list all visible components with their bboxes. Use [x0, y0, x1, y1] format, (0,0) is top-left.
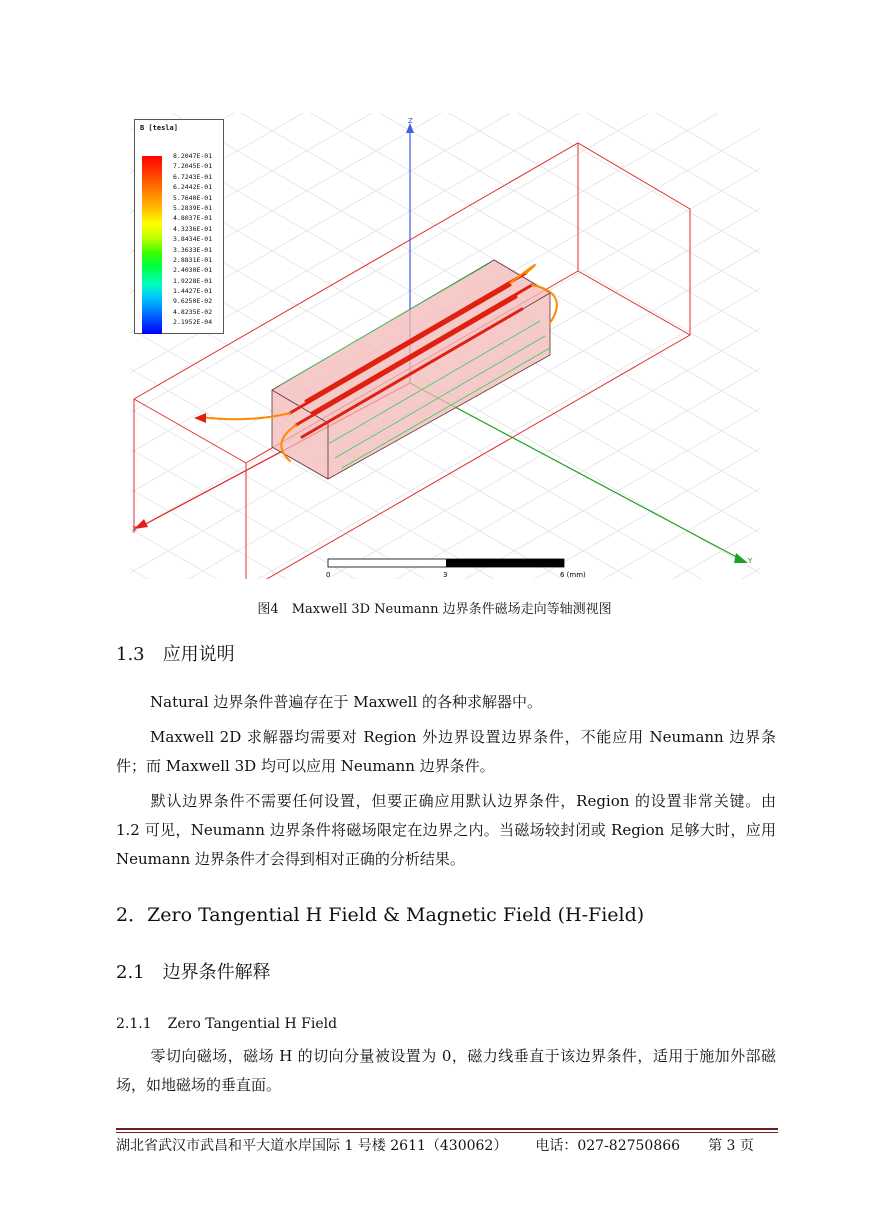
paragraph-text: Natural 边界条件普遍存在于 Maxwell 的各种求解器中。 — [150, 693, 543, 711]
section-number: 1.3 — [116, 644, 145, 665]
scale-label-3: 3 — [443, 571, 448, 579]
legend-value: 2.1952E-04 — [173, 318, 213, 327]
legend-value: 5.2839E-01 — [173, 203, 213, 212]
legend-value: 6.2442E-01 — [173, 183, 213, 192]
paragraph-text: 零切向磁场，磁场 H 的切向分量被设置为 0，磁力线垂直于该边界条件，适用于施加外部磁场，如地磁场的垂直面。 — [116, 1047, 776, 1094]
legend-value: 9.6250E-02 — [173, 297, 213, 306]
legend-value: 2.4030E-01 — [173, 266, 213, 275]
legend-value: 4.3236E-01 — [173, 224, 213, 233]
legend-color-bar — [142, 156, 162, 334]
paragraph-text: Maxwell 2D 求解器均需要对 Region 外边界设置边界条件，不能应用 Neumann 边界条件；而 Maxwell 3D 均可以应用 Neumann 边界条件。 — [116, 728, 776, 775]
legend-value: 3.3633E-01 — [173, 245, 213, 254]
figure-caption: 图4 Maxwell 3D Neumann 边界条件磁场走向等轴测视图 — [257, 602, 612, 617]
axis-y-label: Y — [748, 557, 753, 565]
section-heading-2 — [116, 900, 644, 927]
legend-value: 7.2045E-01 — [173, 162, 213, 171]
magnet-box — [272, 260, 550, 479]
legend-value: 2.8831E-01 — [173, 255, 213, 264]
legend-value: 5.7640E-01 — [173, 193, 213, 202]
legend-value: 1.9228E-01 — [173, 276, 213, 285]
footer-divider — [116, 1128, 778, 1130]
paragraph — [116, 688, 776, 717]
page-footer — [116, 1135, 782, 1155]
legend-values — [173, 151, 212, 328]
legend-value: 8.2047E-01 — [173, 152, 213, 160]
scale-bar — [326, 559, 586, 579]
section-heading-2-1 — [116, 958, 271, 984]
paragraph — [116, 787, 776, 874]
legend-title: B [tesla] — [140, 124, 178, 132]
section-heading-1-3 — [116, 640, 235, 666]
scale-label-0: 0 — [326, 571, 331, 579]
scale-label-6: 6 (mm) — [560, 571, 586, 579]
section-number: 2． — [116, 904, 148, 926]
section-title: Zero Tangential H Field — [167, 1016, 338, 1032]
axis-x-label: X — [132, 525, 137, 533]
legend-value: 1.4427E-01 — [173, 287, 213, 296]
isometric-field-view — [130, 113, 760, 579]
footer-phone: 电话：027-82750866 — [535, 1138, 681, 1154]
footer-divider-thin — [116, 1132, 778, 1133]
section-title: 边界条件解释 — [162, 962, 271, 983]
legend-value: 4.8037E-01 — [173, 214, 213, 223]
paragraph — [116, 723, 776, 781]
legend-value: 3.8434E-01 — [173, 235, 213, 244]
section-heading-2-1-1 — [116, 1016, 337, 1032]
color-legend — [134, 119, 224, 334]
section-title: Zero Tangential H Field & Magnetic Field (H-Field) — [147, 904, 645, 926]
section-number: 2.1.1 — [116, 1016, 152, 1032]
axis-z-label: Z — [408, 117, 413, 125]
legend-value: 4.8235E-02 — [173, 307, 213, 316]
footer-address: 湖北省武汉市武昌和平大道水岸国际 1 号楼 2611（430062） — [116, 1138, 508, 1154]
paragraph — [116, 1042, 776, 1100]
field-plot-figure — [130, 113, 760, 579]
legend-value: 6.7243E-01 — [173, 172, 213, 181]
section-number: 2.1 — [116, 962, 145, 983]
footer-page-number: 第 3 页 — [708, 1138, 754, 1154]
section-title: 应用说明 — [162, 644, 235, 665]
paragraph-text: 默认边界条件不需要任何设置，但要正确应用默认边界条件，Region 的设置非常关键。由 1.2 可见，Neumann 边界条件将磁场限定在边界之内。当磁场较封闭或 Region 足够大时，应用 Neumann 边界条件才会得到相对正确的分析结果。 — [116, 792, 776, 868]
